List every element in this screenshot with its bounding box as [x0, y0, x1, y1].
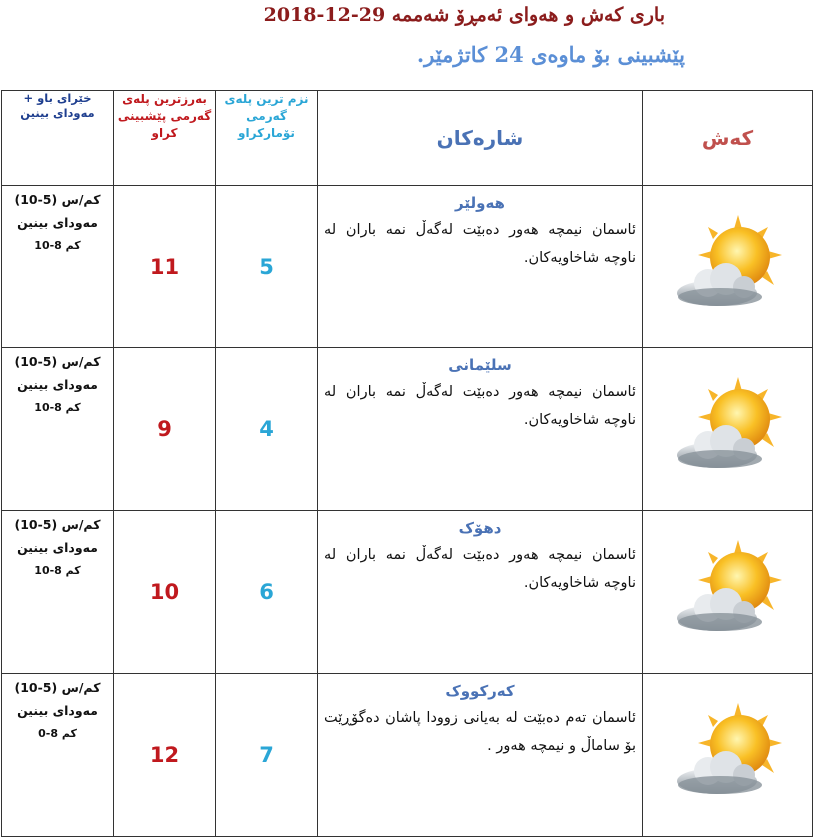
visibility-value: 10-8 کم: [34, 239, 81, 252]
header-sky: کەش: [643, 91, 813, 186]
header-cities: شارەکان: [318, 91, 643, 186]
city-description: ئاسمان نیمچە هەور دەبێت لەگەڵ نمە باران لە ناوچە شاخاویەکان.: [324, 547, 636, 591]
partly-cloudy-icon: [650, 522, 805, 662]
wind-speed: (10-5) کم/س: [14, 517, 101, 532]
city-description: ئاسمان نیمچە هەور دەبێت لەگەڵ نمە باران لە ناوچە شاخاویەکان.: [324, 222, 636, 266]
city-name: دهۆک: [458, 519, 502, 537]
sky-cell: [643, 674, 813, 837]
header-wind: خێرای باو + مەودای بینین: [2, 91, 114, 186]
visibility-label: مەودای بینین: [17, 540, 98, 555]
visibility-label: مەودای بینین: [17, 215, 98, 230]
visibility-value: 10-8 کم: [34, 401, 81, 414]
partly-cloudy-icon: [650, 685, 805, 825]
city-name: هەولێر: [455, 194, 505, 212]
wind-speed: (10-5) کم/س: [14, 680, 101, 695]
visibility-label: مەودای بینین: [17, 703, 98, 718]
partly-cloudy-icon: [650, 197, 805, 337]
sky-cell: [643, 511, 813, 674]
min-temp: 6: [216, 511, 318, 674]
visibility-value: 0-8 کم: [38, 727, 77, 740]
sky-cell: [643, 186, 813, 348]
city-cell: [318, 348, 643, 511]
max-temp: 9: [114, 348, 216, 511]
min-temp: 4: [216, 348, 318, 511]
wind-cell: [2, 511, 114, 674]
wind-speed: (10-5) کم/س: [14, 354, 101, 369]
city-description: ئاسمان نیمچە هەور دەبێت لەگەڵ نمە باران لە ناوچە شاخاویەکان.: [324, 384, 636, 428]
header-max-temp: بەرزترین پلەی گەرمی پێشبینی کراو: [114, 91, 216, 186]
max-temp: 11: [114, 186, 216, 348]
wind-cell: [2, 674, 114, 837]
max-temp: 12: [114, 674, 216, 837]
visibility-label: مەودای بینین: [17, 377, 98, 392]
table-header-row: [2, 91, 813, 186]
forecast-table: [1, 90, 813, 837]
header-min-temp: نزم ترین پلەی گەرمی تۆمارکراو: [216, 91, 318, 186]
wind-cell: [2, 186, 114, 348]
page-title: باری کەش و هەوای ئەمڕۆ شەممە 29-12-2018: [263, 4, 665, 26]
table-row: [2, 511, 813, 674]
page-subtitle: پێشبینی بۆ ماوەی 24 کاتژمێر.: [416, 42, 685, 67]
table-row: [2, 674, 813, 837]
wind-speed: (10-5) کم/س: [14, 192, 101, 207]
city-cell: [318, 511, 643, 674]
city-description: ئاسمان تەم دەبێت لە بەیانی زوودا پاشان دەگۆڕێت بۆ ساماڵ و نیمچە هەور .: [324, 710, 636, 754]
sky-cell: [643, 348, 813, 511]
table-row: [2, 186, 813, 348]
visibility-value: 10-8 کم: [34, 564, 81, 577]
city-name: سلێمانی: [448, 356, 512, 374]
partly-cloudy-icon: [650, 359, 805, 499]
wind-cell: [2, 348, 114, 511]
min-temp: 5: [216, 186, 318, 348]
table-row: [2, 348, 813, 511]
city-cell: [318, 674, 643, 837]
city-name: کەرکووک: [445, 682, 515, 700]
city-cell: [318, 186, 643, 348]
max-temp: 10: [114, 511, 216, 674]
min-temp: 7: [216, 674, 318, 837]
